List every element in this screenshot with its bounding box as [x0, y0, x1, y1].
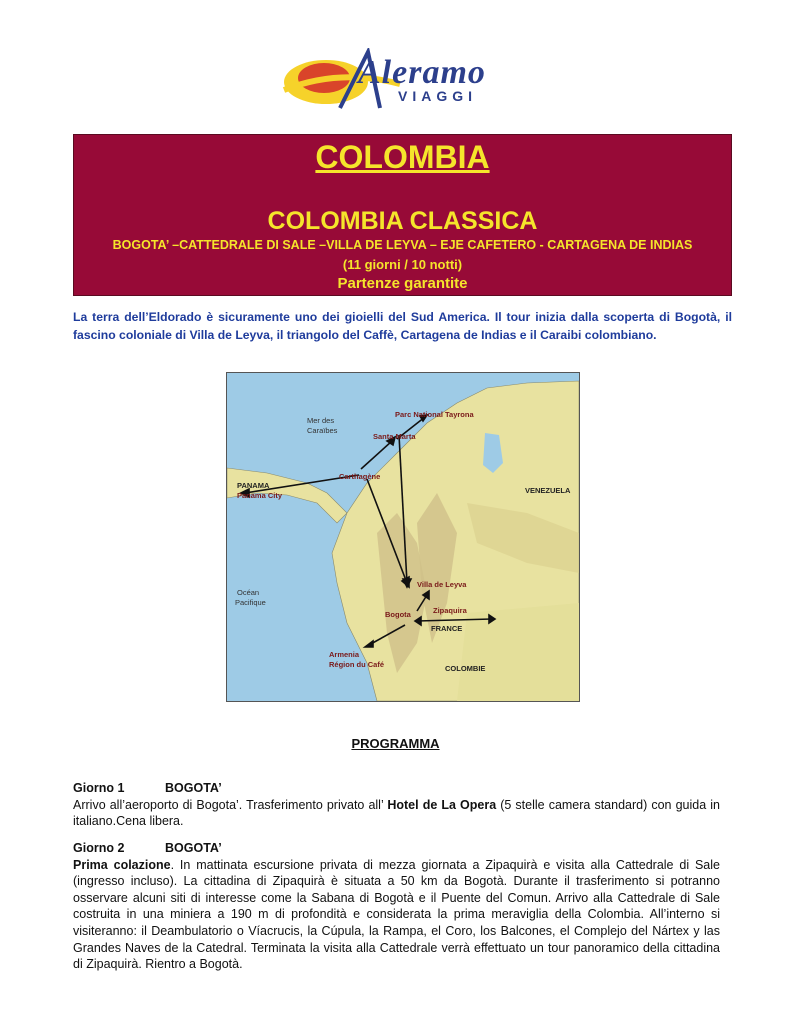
title-banner: [73, 134, 732, 296]
label-zipaquira: Zipaquira: [433, 606, 467, 615]
label-tayrona: Parc National Tayrona: [395, 410, 474, 419]
company-logo: [280, 48, 500, 114]
day-2-heading: [73, 840, 720, 857]
day-1-hotel: Hotel de La Opera: [387, 797, 497, 812]
label-santa-marta: Santa Marta: [373, 432, 416, 441]
day-1-label: Giorno 1: [73, 781, 125, 795]
day-2-label: Giorno 2: [73, 841, 125, 855]
label-bogota: Bogota: [385, 610, 411, 619]
label-mer: Mer des: [307, 416, 335, 425]
label-france: FRANCE: [431, 624, 463, 633]
label-caraibes: Caraïbes: [307, 426, 338, 435]
day-2-text: . In mattinata escursione privata di mezza giornata a Zipaquirà e visita alla Cattedrale di Sale (ingresso incluso). La cittadina di Zipaquirà è situata a 50 km da Bogotà. Durante il trasferimento si potranno osservare alcuni siti di interesse come la Sabana di Bogotà e il Puente del Comun. Arrivo alla Cattedrale di Sale costruita in una miniera a 190 m di profondità e considerata la prima meraviglia della Colombia. All’interno si visiteranno: il Deambulatorio o Víacrucis, la Cúpula, la Rampa, el Coro, los Balcones, el Complejo del Nártex y las Grandes Naves de la Catedral. Terminata la visita alla Cattedrale verrà effettuato un tour panoramico della cittadina di Zipaquirà. Rientro a Bogotà.: [73, 857, 720, 972]
day-1-text-b: (5 stelle camera standard) con guida in italiano.Cena libera.: [73, 797, 720, 829]
label-villa-leyva: Villa de Leyva: [417, 580, 467, 589]
map-plains: [457, 603, 579, 701]
day-2-description: [73, 857, 720, 973]
label-ocean: Océan: [237, 588, 260, 597]
logo-subtitle: VIAGGI: [398, 88, 478, 104]
label-panama: PANAMA: [237, 481, 270, 490]
label-venezuela: VENEZUELA: [525, 486, 571, 495]
label-region-cafe: Région du Café: [329, 660, 385, 669]
day-2-place: BOGOTA’: [165, 841, 222, 855]
day-2-meal: Prima colazione: [73, 857, 171, 872]
intro-paragraph: La terra dell’Eldorado è sicuramente uno dei gioielli del Sud America. Il tour inizia dalla scoperta di Bogotà, il fascino coloniale di Villa de Leyva, il triangolo del Caffè, Cartagena de Indias e il Caraibi colombiano.: [73, 310, 732, 342]
itinerary-day-2: [73, 840, 720, 973]
departures-note: Partenze garantite: [337, 275, 468, 292]
day-1-place: BOGOTA’: [165, 781, 222, 795]
country-title: COLOMBIA: [315, 139, 490, 175]
tour-duration: (11 giorni / 10 notti): [342, 257, 463, 272]
label-pacifique: Pacifique: [235, 598, 266, 607]
day-1-heading: [73, 780, 720, 797]
route-map: [226, 372, 580, 702]
day-1-description: [73, 797, 720, 830]
itinerary-day-1: [73, 780, 720, 830]
label-colombie: COLOMBIE: [445, 664, 486, 673]
day-1-text-a: Arrivo all’aeroporto di Bogota’. Trasferimento privato all’: [73, 797, 388, 812]
programma-heading: PROGRAMMA: [351, 736, 440, 751]
label-panama-city: Panama City: [237, 491, 283, 500]
label-armenia: Armenia: [329, 650, 360, 659]
label-carthagene: Carthagène: [339, 472, 381, 481]
logo-name: Aleramo: [358, 54, 486, 91]
tour-title: COLOMBIA CLASSICA: [267, 207, 538, 235]
tour-route: BOGOTA’ –CATTEDRALE DI SALE –VILLA DE LEYVA – EJE CAFETERO - CARTAGENA DE INDIAS: [112, 238, 693, 252]
